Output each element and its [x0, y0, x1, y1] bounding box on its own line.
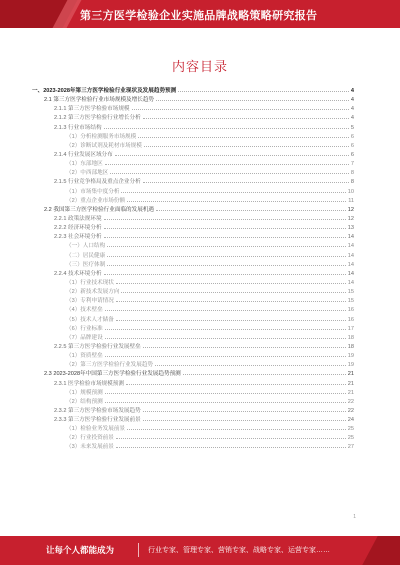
toc-entry[interactable] [32, 214, 354, 223]
toc-leader-dots [143, 342, 346, 348]
toc-entry-page: 15 [347, 289, 354, 296]
toc-leader-dots [138, 132, 349, 138]
toc-entry[interactable] [32, 305, 354, 314]
toc-entry-page: 18 [347, 343, 354, 350]
toc-entry-text: （2）诊断试剂及耗材市场规模 [66, 142, 142, 149]
toc-entry-page: 15 [347, 298, 354, 305]
toc-leader-dots [143, 177, 349, 183]
footer-divider [138, 543, 139, 557]
toc-entry-text: 2.1.1 第三方医学检验市场规模 [54, 106, 130, 113]
toc-entry-text: （1）分析检测服务市场规模 [66, 133, 137, 140]
toc-leader-dots [156, 205, 346, 211]
toc-entry-page: 27 [347, 444, 354, 451]
toc-entry-page: 12 [347, 206, 354, 213]
toc-entry-text: 2.1.5 行业竞争格局及重点企业分析 [54, 179, 141, 186]
toc-entry-text: 2.3.3 第三方医学检验行业发展前景 [54, 417, 141, 424]
toc-entry[interactable] [32, 123, 354, 132]
toc-leader-dots [116, 442, 346, 448]
toc-entry[interactable] [32, 150, 354, 159]
toc-entry-text: （1）规模预测 [66, 389, 103, 396]
toc-entry-text: （2）新技术发展方向 [66, 289, 120, 296]
toc-entry[interactable] [32, 132, 354, 141]
toc-entry-page: 11 [348, 197, 354, 204]
toc-entry-text: （2）重点企业市场份额 [66, 197, 126, 204]
toc-leader-dots [183, 369, 346, 375]
toc-entry-text: 2.1.2 第三方医学检验行业增长分析 [54, 115, 141, 122]
toc-entry[interactable] [32, 196, 354, 205]
toc-entry-text: 2.2.4 技术环境分析 [54, 270, 102, 277]
footer-roles: 行业专家、管理专家、营销专家、战略专家、运营专家…… [148, 547, 330, 554]
toc-entry-text: （7）品牌建设 [66, 334, 103, 341]
toc-entry[interactable] [32, 342, 354, 351]
toc-title: 内容目录 [171, 59, 228, 74]
toc-entry-text: （3）专利申请情况 [66, 298, 114, 305]
toc-entry-text: 2.3.2 第三方医学检验市场发展趋势 [54, 407, 141, 414]
toc-entry-text: （1）资质壁垒 [66, 353, 103, 360]
toc-entry-page: 6 [350, 151, 354, 158]
toc-entry[interactable] [32, 232, 354, 241]
toc-entry-text: 2.2 我国第三方医学检验行业面临的发展机遇 [44, 206, 155, 213]
toc-leader-dots [105, 305, 346, 311]
toc-leader-dots [126, 379, 346, 385]
toc-entry[interactable] [32, 187, 354, 196]
toc-leader-dots [155, 360, 346, 366]
page-number: 1 [353, 514, 356, 520]
toc-entry-page: 4 [350, 106, 354, 113]
toc-leader-dots [105, 388, 346, 394]
toc-entry[interactable] [32, 351, 354, 360]
toc-leader-dots [104, 232, 346, 238]
toc-entry-page: 16 [347, 307, 354, 314]
toc-entry[interactable] [32, 159, 354, 168]
toc-entry[interactable] [32, 379, 354, 388]
toc-entry[interactable] [32, 388, 354, 397]
toc-entry[interactable] [32, 177, 354, 186]
toc-entry-page: 6 [350, 133, 354, 140]
toc-entry-page: 25 [347, 435, 354, 442]
toc-entry[interactable] [32, 369, 354, 378]
toc-entry[interactable] [32, 104, 354, 113]
report-title: 第三方医学检验企业实施品牌战略策略研究报告 [80, 10, 318, 22]
toc-leader-dots [105, 351, 346, 357]
toc-leader-dots [116, 296, 346, 302]
toc-entry-page: 4 [350, 115, 354, 122]
toc-entry[interactable] [32, 433, 354, 442]
toc-entry-page: 14 [347, 270, 354, 277]
toc-entry-text: （3）未来发展前景 [66, 444, 114, 451]
toc-leader-dots [143, 113, 349, 119]
toc-entry-page: 8 [350, 179, 354, 186]
toc-entry-page: 21 [347, 371, 354, 378]
toc-entry-text: （2）结构预测 [66, 398, 103, 405]
toc-leader-dots [105, 324, 346, 330]
toc-entry-page: 24 [347, 417, 354, 424]
toc-entry-page: 17 [347, 325, 354, 332]
toc-entry-text: （2）第三方医学检验行业发展趋势 [66, 362, 154, 369]
toc-leader-dots [110, 168, 349, 174]
toc-entry[interactable] [32, 168, 354, 177]
toc-entry[interactable] [32, 141, 354, 150]
toc-entry[interactable] [32, 442, 354, 451]
toc-entry[interactable] [32, 260, 354, 269]
toc-leader-dots [107, 260, 346, 266]
toc-leader-dots [115, 150, 349, 156]
toc-entry[interactable] [32, 315, 354, 324]
toc-entry[interactable] [32, 324, 354, 333]
toc-leader-dots [107, 241, 346, 247]
toc-leader-dots [132, 104, 349, 110]
toc-entry-text: （三）医疗体制 [66, 261, 106, 268]
toc-leader-dots [121, 187, 345, 193]
toc-leader-dots [105, 333, 346, 339]
toc-entry-page: 22 [347, 398, 354, 405]
toc-entry-page: 13 [347, 225, 354, 232]
toc-entry[interactable] [32, 251, 354, 260]
toc-entry-page: 14 [347, 261, 354, 268]
toc-leader-dots [156, 95, 349, 101]
footer-decor-stripe [362, 536, 400, 565]
toc-leader-dots [105, 159, 349, 165]
toc-entry[interactable] [32, 86, 354, 95]
toc-entry[interactable] [32, 205, 354, 214]
toc-entry-page: 14 [347, 252, 354, 259]
toc-entry-text: （2）中西部地区 [66, 170, 109, 177]
footer-banner [0, 536, 400, 565]
toc-entry-page: 21 [347, 380, 354, 387]
toc-entry-text: 一、2023-2028年第三方医学检验行业现状及发展趋势预测 [32, 88, 177, 94]
toc-entry[interactable] [32, 95, 354, 104]
toc-leader-dots [105, 397, 346, 403]
toc-entry[interactable] [32, 333, 354, 342]
toc-entry-page: 22 [347, 407, 354, 414]
toc-leader-dots [104, 123, 349, 129]
toc-entry-text: （1）市场集中度分析 [66, 188, 120, 195]
toc-entry-page: 18 [347, 334, 354, 341]
toc-entry-text: （二）居民健康 [66, 252, 106, 259]
toc-leader-dots [104, 269, 346, 275]
toc-leader-dots [116, 278, 346, 284]
toc-entry-page: 4 [350, 97, 354, 104]
toc-entry[interactable] [32, 241, 354, 250]
toc-entry[interactable] [32, 223, 354, 232]
toc-leader-dots [107, 251, 346, 257]
toc-entry-text: （1）检验业务发展前景 [66, 426, 126, 433]
toc-entry[interactable] [32, 113, 354, 122]
toc-leader-dots [127, 196, 346, 202]
toc-entry-text: 2.3 2023-2028年中国第三方医学检验行业发展趋势预测 [44, 371, 181, 378]
toc-entry-text: （1）东部地区 [66, 161, 103, 168]
toc-entry[interactable] [32, 424, 354, 433]
toc-entry-page: 8 [350, 170, 354, 177]
toc-entry-page: 14 [347, 243, 354, 250]
toc-entry[interactable] [32, 397, 354, 406]
toc-entry-page: 25 [347, 426, 354, 433]
toc-entry[interactable] [32, 360, 354, 369]
table-of-contents [32, 86, 354, 452]
toc-entry-text: （一）人口结构 [66, 243, 106, 250]
toc-entry[interactable] [32, 415, 354, 424]
toc-leader-dots [116, 315, 346, 321]
header-banner [0, 0, 400, 28]
toc-entry-text: 2.1.4 行业发展区域分布 [54, 151, 113, 158]
toc-entry-text: 2.3.1 医学检验市场规模预测 [54, 380, 124, 387]
toc-leader-dots [144, 141, 349, 147]
toc-entry[interactable] [32, 278, 354, 287]
toc-entry-text: 2.2.5 第三方医学检验行业发展壁垒 [54, 343, 141, 350]
toc-entry[interactable] [32, 287, 354, 296]
toc-entry-page: 21 [347, 389, 354, 396]
toc-entry-page: 19 [347, 362, 354, 369]
toc-entry-text: （4）技术壁垒 [66, 307, 103, 314]
footer-slogan: 让每个人都能成为 [46, 545, 115, 555]
toc-entry-text: 2.2.2 经济环境分析 [54, 225, 102, 232]
toc-entry-page: 14 [347, 279, 354, 286]
toc-entry-page: 16 [347, 316, 354, 323]
toc-entry-text: （1）行业技术现状 [66, 279, 114, 286]
toc-entry-text: （5）技术人才储备 [66, 316, 114, 323]
toc-entry-page: 4 [350, 88, 354, 94]
toc-leader-dots [127, 424, 346, 430]
toc-entry-text: 2.2.3 社会环境分析 [54, 234, 102, 241]
toc-entry-page: 6 [350, 142, 354, 149]
toc-entry-page: 5 [350, 124, 354, 131]
toc-entry-page: 14 [347, 234, 354, 241]
toc-entry[interactable] [32, 269, 354, 278]
toc-leader-dots [143, 415, 346, 421]
toc-leader-dots [104, 214, 346, 220]
toc-entry-page: 7 [350, 161, 354, 168]
toc-entry-text: 2.1.3 行业市场结构 [54, 124, 102, 131]
toc-entry-text: （6）行业标准 [66, 325, 103, 332]
toc-entry-page: 10 [347, 188, 354, 195]
toc-leader-dots [104, 223, 346, 229]
toc-leader-dots [116, 433, 346, 439]
toc-entry-page: 12 [347, 215, 354, 222]
toc-entry-text: 2.2.1 政策法规环境 [54, 215, 102, 222]
toc-entry-text: 2.1 第三方医学检验行业市场规模及增长趋势 [44, 97, 155, 104]
toc-entry-text: （2）行业投资前景 [66, 435, 114, 442]
toc-leader-dots [178, 86, 349, 92]
toc-entry-page: 19 [347, 353, 354, 360]
toc-leader-dots [143, 406, 346, 412]
toc-entry[interactable] [32, 296, 354, 305]
toc-entry[interactable] [32, 406, 354, 415]
toc-leader-dots [121, 287, 345, 293]
